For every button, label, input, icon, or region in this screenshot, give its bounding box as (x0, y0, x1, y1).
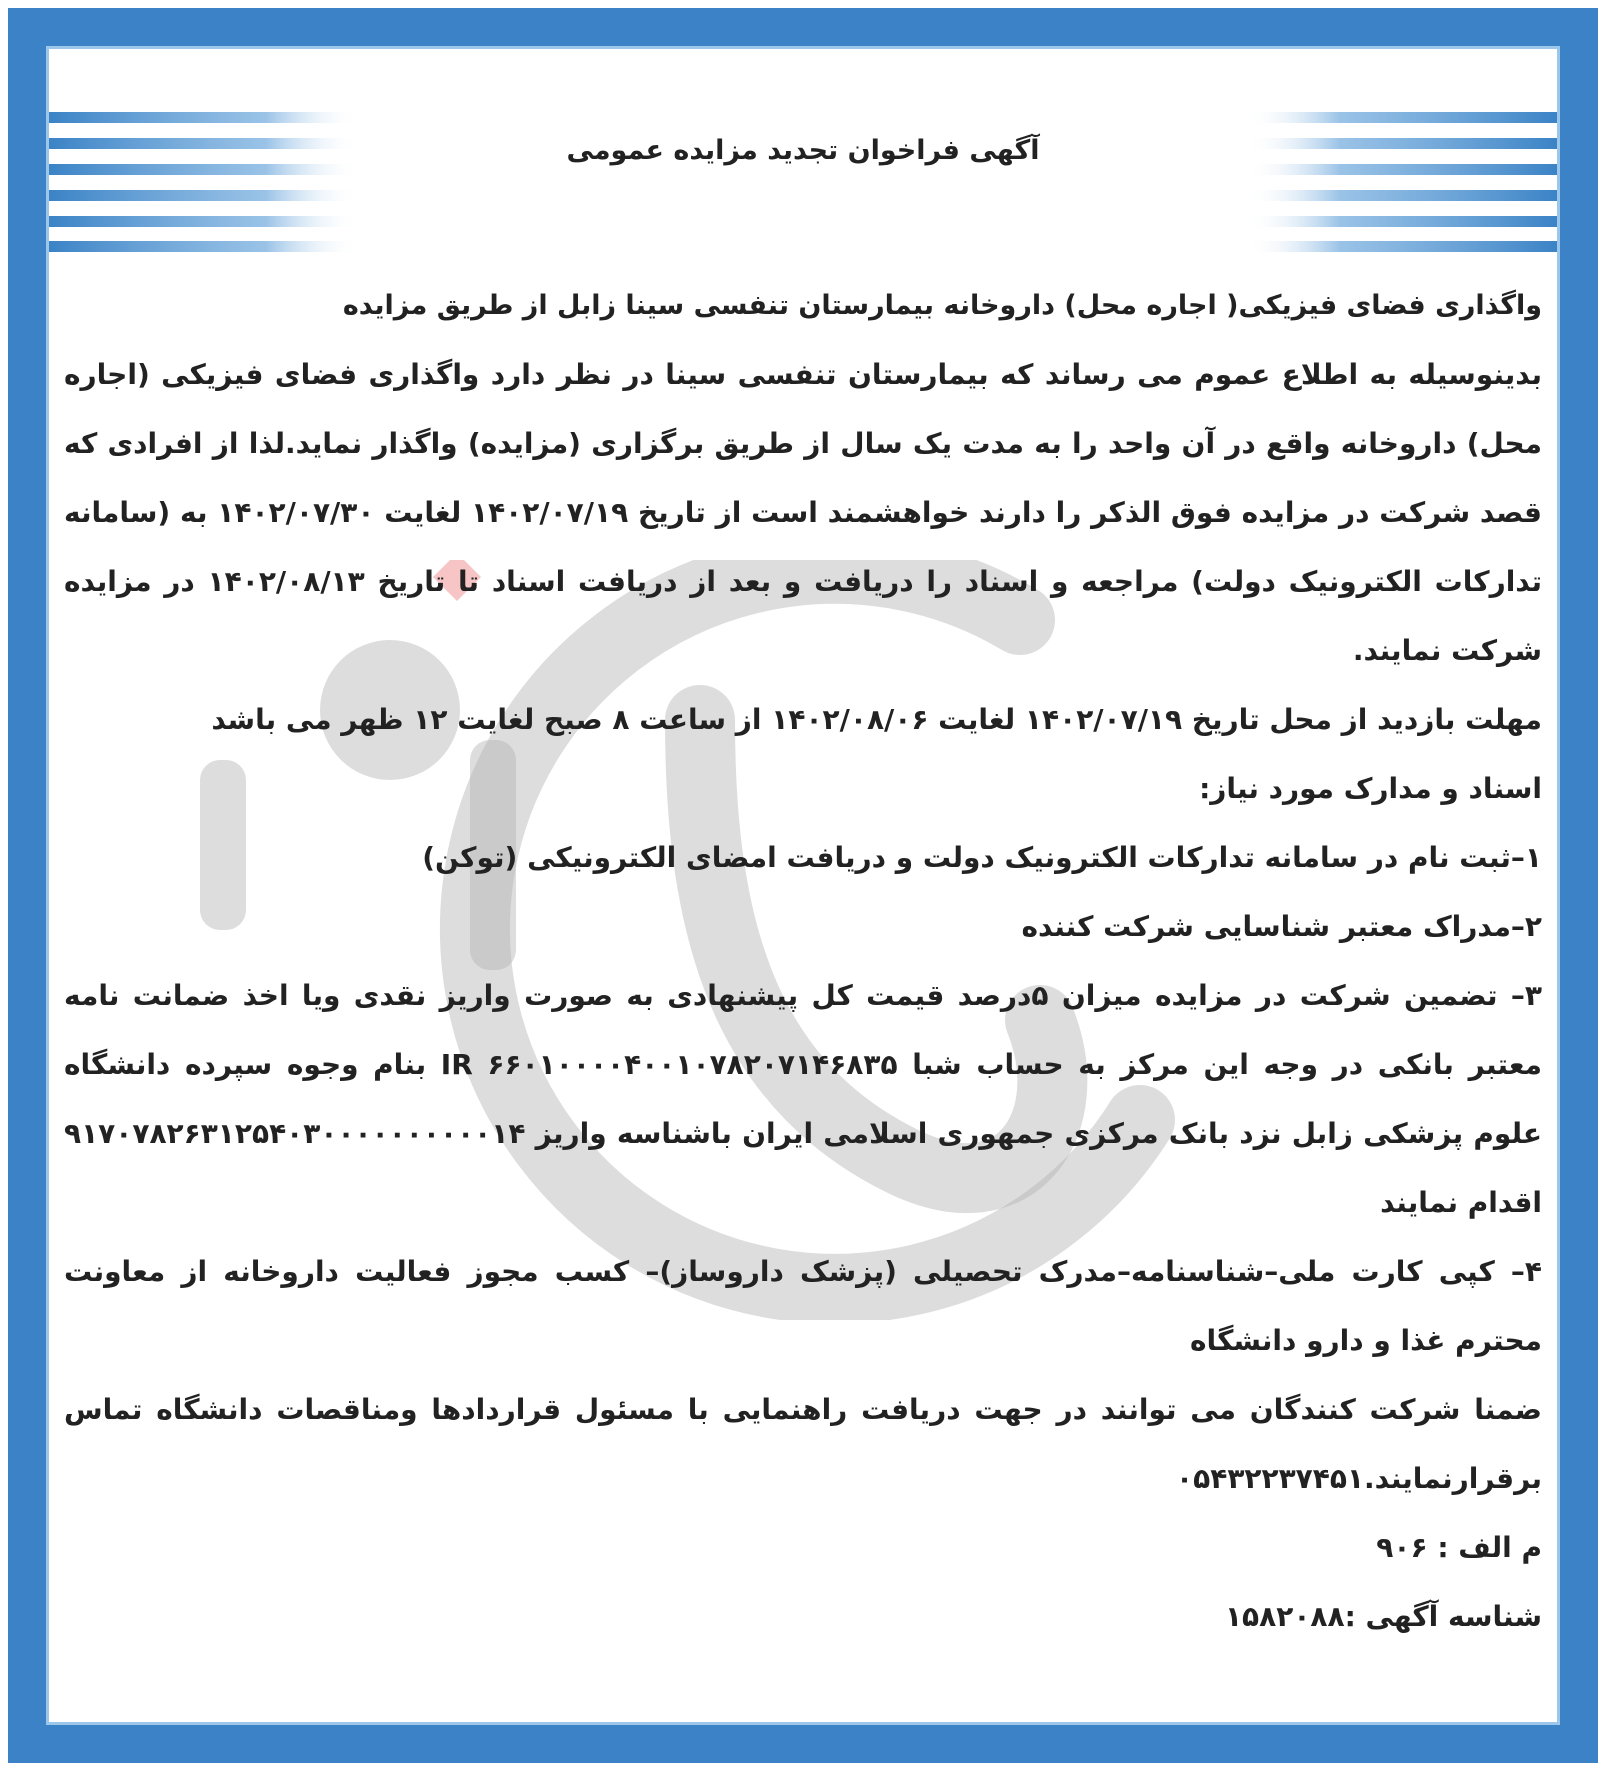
notice-subtitle: واگذاری فضای فیزیکی( اجاره محل) داروخانه بیمارستان تنفسی سینا زابل از طریق مزایده (342, 290, 1542, 321)
contact-paragraph: ضمنا شرکت کنندگان می توانند در جهت دریافت راهنمایی با مسئول قراردادها ومناقصات دانشگاه تماس برقرارنمایند.۰۵۴۳۲۲۳۷۴۵۱ (64, 1393, 1542, 1495)
intro-paragraph: بدینوسیله به اطلاع عموم می رساند که بیمارستان تنفسی سینا در نظر دارد واگذاری فضای فیزیکی (اجاره محل) داروخانه واقع در آن واحد را به مدت یک سال از طریق برگزاری (مزایده) واگذار نماید.لذا از افرادی که قصد شرکت در مزایده فوق الذکر را دارند خواهشمند است از تاریخ ۱۴۰۲/۰۷/۱۹ لغایت ۱۴۰۲/۰۷/۳۰ به (سامانه تدارکات الکترونیک دولت) مراجعه و اسناد را دریافت و بعد از دریافت اسناد تا تاریخ ۱۴۰۲/۰۸/۱۳ در مزایده شرکت نمایند. (64, 358, 1542, 667)
required-doc-item: ۱–ثبت نام در سامانه تدارکات الکترونیک دولت و دریافت امضای الکترونیکی (توکن) (422, 841, 1542, 874)
reference-code: م الف : ۹۰۶ (1376, 1531, 1542, 1564)
required-doc-item: ۳– تضمین شرکت در مزایده میزان ۵درصد قیمت کل پیشنهادی به صورت واریز نقدی ویا اخذ ضمانت نامه معتبر بانکی در وجه این مرکز به حساب شبا IR ۶۶۰۱۰۰۰۰۴۰۰۱۰۷۸۲۰۷۱۴۶۸۳۵ بنام وجوه سپرده دانشگاه علوم پزشکی زابل نزد بانک مرکزی جمهوری اسلامی ایران باشناسه واریز ۹۱۷۰۷۸۲۶۳۱۲۵۴۰۳۰۰۰۰۰۰۰۰۰۰۱۴ اقدام نمایند (64, 979, 1542, 1219)
notice-body (60, 110, 1546, 1710)
required-doc-item: ۴– کپی کارت ملی–شناسنامه–مدرک تحصیلی (پزشک داروساز)– کسب مجوز فعالیت داروخانه از معاونت محترم غذا و دارو دانشگاه (64, 1255, 1542, 1357)
notice-id: شناسه آگهی :۱۵۸۲۰۸۸ (1224, 1600, 1542, 1633)
visit-deadline: مهلت بازدید از محل تاریخ ۱۴۰۲/۰۷/۱۹ لغایت ۱۴۰۲/۰۸/۰۶ از ساعت ۸ صبح لغایت ۱۲ ظهر می باشد (211, 703, 1542, 736)
notice-title: آگهی فراخوان تجدید مزایده عمومی (566, 135, 1040, 166)
required-docs-heading: اسناد و مدارک مورد نیاز: (1199, 772, 1542, 805)
required-doc-item: ۲–مدراک معتبر شناسایی شرکت کننده (1021, 910, 1542, 943)
